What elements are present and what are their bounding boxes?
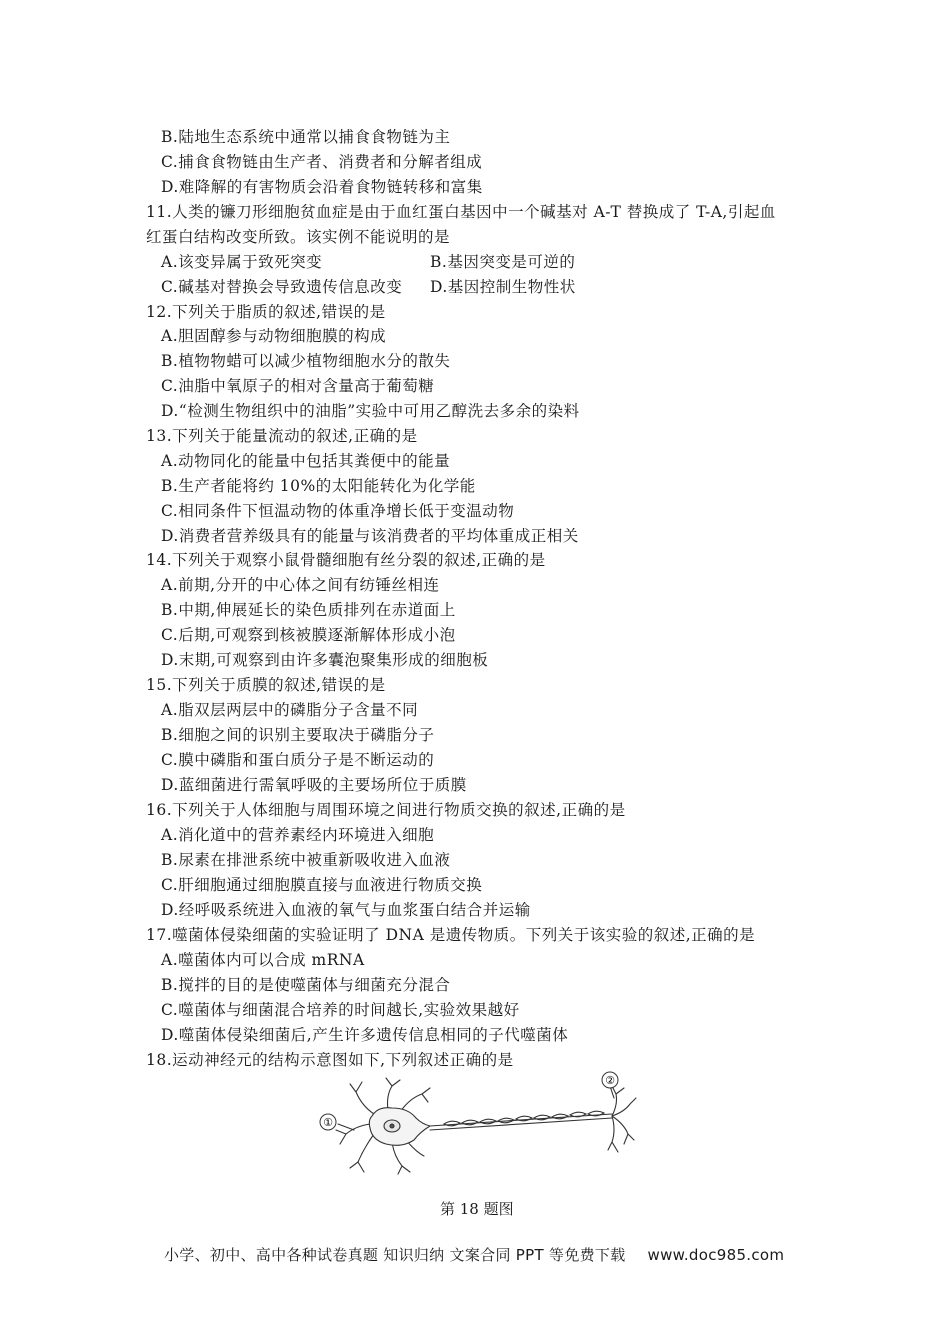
q14-option-d: D.末期,可观察到由许多囊泡聚集形成的细胞板 — [161, 651, 489, 669]
q11-option-d: D.基因控制生物性状 — [430, 278, 576, 296]
q11-stem-line1: 11.人类的镰刀形细胞贫血症是由于血红蛋白基因中一个碱基对 A-T 替换成了 T-A,引起血 — [146, 203, 776, 221]
q16-option-a: A.消化道中的营养素经内环境进入细胞 — [161, 826, 435, 844]
q13-option-b: B.生产者能将约 10%的太阳能转化为化学能 — [161, 477, 476, 495]
q17-option-d: D.噬菌体侵染细菌后,产生许多遗传信息相同的子代噬菌体 — [161, 1026, 569, 1044]
q14-option-c: C.后期,可观察到核被膜逐渐解体形成小泡 — [161, 626, 456, 644]
q15-option-b: B.细胞之间的识别主要取决于磷脂分子 — [161, 726, 435, 744]
figure-label-2: ② — [605, 1074, 615, 1087]
q12-option-a: A.胆固醇参与动物细胞膜的构成 — [161, 327, 387, 345]
footer-text: 小学、初中、高中各种试卷真题 知识归纳 文案合同 PPT 等免费下载 — [164, 1246, 626, 1264]
q16-stem: 16.下列关于人体细胞与周围环境之间进行物质交换的叙述,正确的是 — [146, 801, 626, 819]
q10-option-c: C.捕食食物链由生产者、消费者和分解者组成 — [161, 153, 483, 171]
q17-option-a: A.噬菌体内可以合成 mRNA — [161, 951, 365, 969]
q16-option-d: D.经呼吸系统进入血液的氧气与血浆蛋白结合并运输 — [161, 901, 531, 919]
q12-option-b: B.植物物蜡可以减少植物细胞水分的散失 — [161, 352, 451, 370]
q11-option-a: A.该变异属于致死突变 — [161, 253, 323, 271]
q16-option-c: C.肝细胞通过细胞膜直接与血液进行物质交换 — [161, 876, 483, 894]
q13-stem: 13.下列关于能量流动的叙述,正确的是 — [146, 427, 418, 445]
q10-option-b: B.陆地生态系统中通常以捕食食物链为主 — [161, 128, 451, 146]
q17-option-b: B.搅拌的目的是使噬菌体与细菌充分混合 — [161, 976, 451, 994]
q13-option-d: D.消费者营养级具有的能量与该消费者的平均体重成正相关 — [161, 527, 579, 545]
q12-option-c: C.油脂中氧原子的相对含量高于葡萄糖 — [161, 377, 435, 395]
q17-option-c: C.噬菌体与细菌混合培养的时间越长,实验效果越好 — [161, 1001, 520, 1019]
figure-label-1: ① — [323, 1116, 333, 1129]
q14-stem: 14.下列关于观察小鼠骨髓细胞有丝分裂的叙述,正确的是 — [146, 551, 546, 569]
q14-option-b: B.中期,伸展延长的染色质排列在赤道面上 — [161, 601, 456, 619]
q13-option-c: C.相同条件下恒温动物的体重净增长低于变温动物 — [161, 502, 515, 520]
q17-stem: 17.噬菌体侵染细菌的实验证明了 DNA 是遗传物质。下列关于该实验的叙述,正确的是 — [146, 926, 756, 944]
q11-option-b: B.基因突变是可逆的 — [430, 253, 576, 271]
q11-option-c: C.碱基对替换会导致遗传信息改变 — [161, 278, 403, 296]
footer-site-link[interactable]: www.doc985.com — [647, 1246, 785, 1264]
q16-option-b: B.尿素在排泄系统中被重新吸收进入血液 — [161, 851, 451, 869]
page-footer — [164, 1244, 784, 1265]
q15-option-d: D.蓝细菌进行需氧呼吸的主要场所位于质膜 — [161, 776, 467, 794]
motor-neuron-diagram — [312, 1068, 642, 1180]
q15-stem: 15.下列关于质膜的叙述,错误的是 — [146, 676, 386, 694]
q15-option-a: A.脂双层两层中的磷脂分子含量不同 — [161, 701, 419, 719]
q13-option-a: A.动物同化的能量中包括其粪便中的能量 — [161, 452, 451, 470]
q10-option-d: D.难降解的有害物质会沿着食物链转移和富集 — [161, 178, 483, 196]
q14-option-a: A.前期,分开的中心体之间有纺锤丝相连 — [161, 576, 440, 594]
q15-option-c: C.膜中磷脂和蛋白质分子是不断运动的 — [161, 751, 435, 769]
figure-caption: 第 18 题图 — [440, 1200, 514, 1218]
q12-option-d: D.“检测生物组织中的油脂”实验中可用乙醇洗去多余的染料 — [161, 402, 580, 420]
q18-stem: 18.运动神经元的结构示意图如下,下列叙述正确的是 — [146, 1051, 514, 1069]
q12-stem: 12.下列关于脂质的叙述,错误的是 — [146, 303, 386, 321]
q11-stem-line2: 红蛋白结构改变所致。该实例不能说明的是 — [146, 228, 451, 246]
